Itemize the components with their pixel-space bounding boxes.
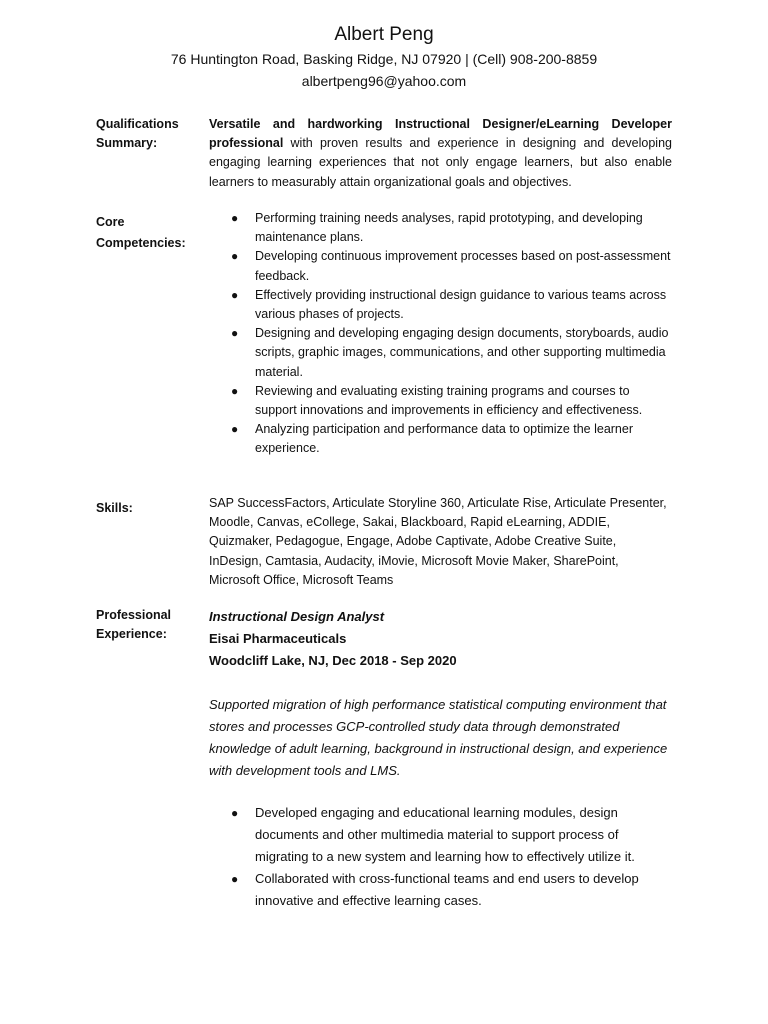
competencies-list-container [209,209,672,459]
list-item [209,324,672,382]
experience-content [209,606,672,912]
bullet-icon: ● [231,422,239,437]
bullet-icon: ● [231,806,239,820]
section-label-skills: Skills: [96,501,133,515]
email-address: albertpeng96@yahoo.com [301,73,467,89]
list-item [209,247,672,285]
resume-header [0,22,768,92]
list-item-text: Designing and developing engaging design documents, storyboards, audio scripts, graphic images, communications, and other supporting multimedia material. [255,326,669,379]
bullet-icon: ● [231,326,239,341]
address-phone-line: 76 Huntington Road, Basking Ridge, NJ 07920 | (Cell) 908-200-8859 [170,51,598,67]
list-item-text: Performing training needs analyses, rapid prototyping, and developing maintenance plans. [255,211,643,245]
bullet-icon: ● [231,287,239,302]
list-item-text: Effectively providing instructional design guidance to various teams across various phases of projects. [255,287,667,322]
experience-bullet-list [209,802,672,912]
list-item [209,802,672,868]
candidate-name: Albert Peng [334,24,434,45]
skills-text: SAP SuccessFactors, Articulate Storyline 360, Articulate Rise, Articulate Presenter, Moodle, Canvas, eCollege, Sakai, Blackboard, Rapid eLearning, ADDIE, Quizmaker, Pedagogue, Engage, Adobe Captivate, Adobe Creative Suite, InDesign, Camtasia, Audacity, iMovie, Microsoft Movie Maker, SharePoint, Microsoft Office, Microsoft Teams [209,496,667,587]
skills-section [96,494,672,594]
label-line: Qualifications [96,117,179,131]
list-item [209,382,672,420]
section-label-qualifications [96,115,201,153]
list-item-text: Developing continuous improvement processes based on post-assessment feedback. [255,249,671,283]
list-item [209,286,672,324]
competencies-section [96,209,672,479]
label-line: Experience: [96,627,167,641]
list-item [209,420,672,458]
section-label-experience [96,606,201,644]
section-label-competencies [96,212,201,254]
competencies-list [209,209,672,459]
label-line: Professional [96,608,172,622]
list-item [209,209,672,247]
list-item-text: Reviewing and evaluating existing training programs and courses to support innovations and improvements in efficiency and effectiveness. [255,383,643,418]
qualifications-body: with proven results and experience in designing and developing engaging learning experiences that not only engage learners, but also enable learners to measurably attain organizational goals and objectives. [209,136,672,189]
bullet-icon: ● [231,211,239,225]
job-summary: Supported migration of high performance statistical computing environment that stores and processes GCP-controlled study data through demonstrated knowledge of adult learning, background in instructional design, and experience with development tools and LMS. [209,697,668,778]
qualifications-text [209,115,672,192]
company-name: Eisai Pharmaceuticals [209,631,347,646]
qualifications-section [96,115,672,195]
experience-section [96,606,672,916]
job-location-dates: Woodcliff Lake, NJ, Dec 2018 - Sep 2020 [209,653,457,668]
bullet-icon: ● [231,249,239,264]
list-item-text: Analyzing participation and performance data to optimize the learner experience. [255,422,633,456]
bullet-icon: ● [231,872,239,886]
list-item-text: Collaborated with cross-functional teams and end users to develop innovative and effective learning cases. [255,871,639,908]
qualifications-lead: Versatile and hardworking Instructional Designer/eLearning Developer professional [209,117,672,151]
list-item [209,868,672,912]
list-item-text: Developed engaging and educational learning modules, design documents and other multimedia material to support process of migrating to a new system and learning how to effectively utilize it. [255,805,635,864]
job-title: Instructional Design Analyst [209,609,385,624]
label-line: Core [96,215,125,229]
label-line: Summary: [96,136,158,150]
bullet-icon: ● [231,383,239,398]
label-line: Competencies: [96,236,186,250]
